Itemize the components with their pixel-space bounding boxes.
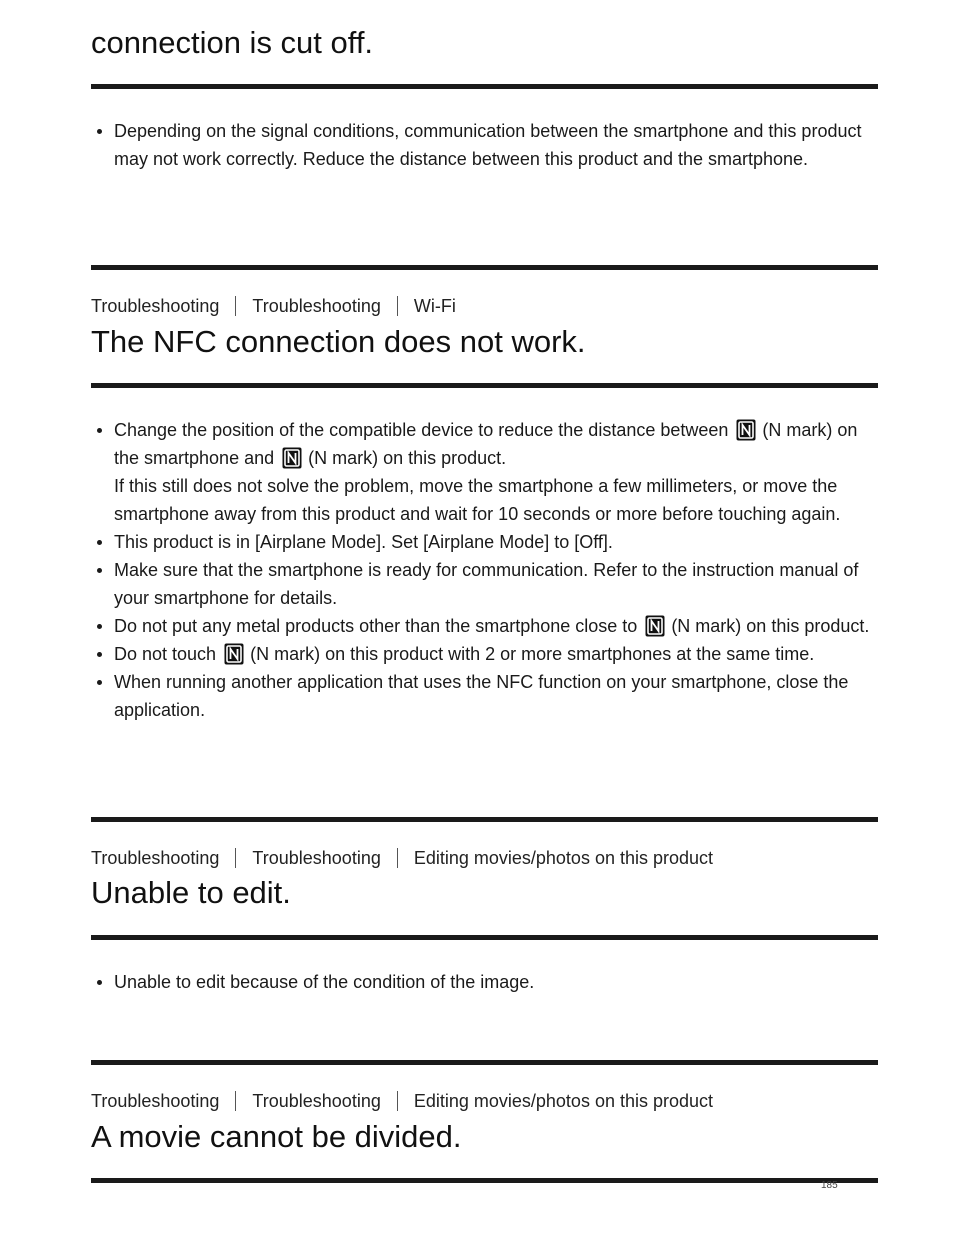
n-mark-icon	[736, 419, 756, 441]
text: (N mark) on this product.	[671, 616, 870, 636]
breadcrumb-link[interactable]: Editing movies/photos on this product	[413, 848, 714, 868]
divider	[91, 84, 878, 89]
list-item: Make sure that the smartphone is ready for communication. Refer to the instruction manual of your smartphone for details.	[91, 556, 881, 612]
breadcrumb-link[interactable]: Troubleshooting	[252, 1091, 381, 1111]
divider	[91, 1178, 878, 1183]
divider	[91, 1060, 878, 1065]
text: Do not touch	[114, 644, 217, 664]
breadcrumb-separator	[397, 296, 398, 316]
breadcrumb-link[interactable]: Editing movies/photos on this product	[413, 1091, 714, 1111]
text: (N mark) on this product with 2 or more smartphones at the same time.	[250, 644, 815, 664]
text: (N mark) on the smartphone and	[114, 420, 858, 468]
list-item	[91, 612, 881, 640]
breadcrumb-link[interactable]: Wi-Fi	[413, 296, 456, 316]
breadcrumb-link[interactable]: Troubleshooting	[91, 1091, 220, 1111]
breadcrumb-link[interactable]: Troubleshooting	[252, 848, 381, 868]
list-item: Depending on the signal conditions, communication between the smartphone and this product may not work correctly. Reduce the distance between this product and the smartphone.	[91, 117, 881, 173]
breadcrumb-link[interactable]: Troubleshooting	[252, 296, 381, 316]
page-title: A movie cannot be divided.	[91, 1119, 462, 1154]
n-mark-icon	[645, 615, 665, 637]
list-item: When running another application that uses the NFC function on your smartphone, close the application.	[91, 668, 881, 724]
bullet-list	[91, 968, 881, 996]
breadcrumb-separator	[397, 848, 398, 868]
breadcrumb	[91, 296, 456, 316]
breadcrumb-separator	[397, 1091, 398, 1111]
breadcrumb-link[interactable]: Troubleshooting	[91, 848, 220, 868]
list-item: This product is in [Airplane Mode]. Set [Airplane Mode] to [Off].	[91, 528, 881, 556]
breadcrumb	[91, 1091, 713, 1111]
page-title: Unable to edit.	[91, 875, 291, 910]
list-item	[91, 416, 881, 528]
divider	[91, 383, 878, 388]
breadcrumb-link[interactable]: Troubleshooting	[91, 296, 220, 316]
page-title-continued: connection is cut off.	[91, 25, 374, 60]
breadcrumb-separator	[235, 848, 236, 868]
divider	[91, 817, 878, 822]
breadcrumb-separator	[235, 1091, 236, 1111]
divider	[91, 935, 878, 940]
list-item	[91, 640, 881, 668]
n-mark-icon	[224, 643, 244, 665]
text: If this still does not solve the problem, move the smartphone a few millimeters, or move the smartphone away from this product and wait for 10 seconds or more before touching again.	[114, 476, 841, 524]
divider	[91, 265, 878, 270]
breadcrumb	[91, 848, 713, 868]
n-mark-icon	[282, 447, 302, 469]
bullet-list	[91, 117, 881, 173]
breadcrumb-separator	[235, 296, 236, 316]
page-title: The NFC connection does not work.	[91, 324, 586, 359]
list-item: Unable to edit because of the condition of the image.	[91, 968, 881, 996]
text: Do not put any metal products other than the smartphone close to	[114, 616, 638, 636]
bullet-list	[91, 416, 881, 724]
text: (N mark) on this product.	[308, 448, 507, 468]
text: Change the position of the compatible device to reduce the distance between	[114, 420, 729, 440]
page-number: 185	[821, 1180, 838, 1191]
